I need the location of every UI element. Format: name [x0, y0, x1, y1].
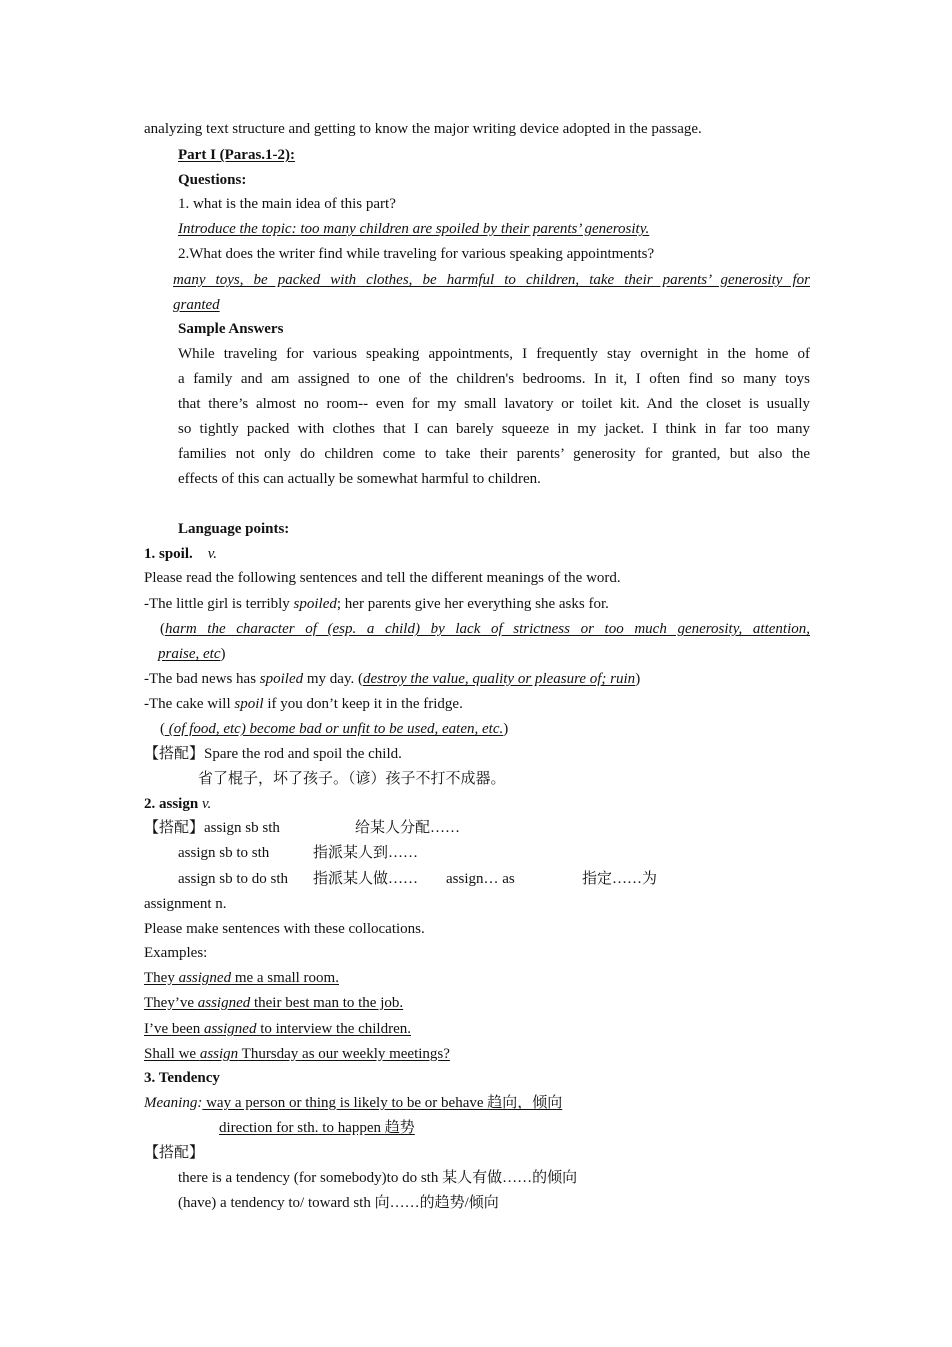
proverb: Spare the rod and spoil the child. — [204, 746, 402, 762]
sentence-text: -The cake will — [144, 696, 235, 712]
spoil-heading-line — [144, 544, 217, 564]
tendency-collocation-tag: 【搭配】 — [144, 1145, 205, 1161]
sentence-text: ; her parents give her everything she asks for. — [336, 596, 609, 612]
sample-line: a family and am assigned to one of the children's bedrooms. In it, I often find so many toys — [178, 371, 810, 387]
sample-line: so tightly packed with clothes that I can barely squeeze in my jacket. I think in far too many — [178, 421, 810, 437]
sample-line: While traveling for various speaking appointments, I frequently stay overnight in the home of — [178, 346, 810, 362]
spoil-sentence-1 — [144, 594, 609, 614]
collocation-tag: 【搭配】 — [144, 746, 205, 762]
example-text: I’ve been — [144, 1021, 204, 1037]
assignment-noun: assignment n. — [144, 896, 227, 912]
language-points-label: Language points: — [178, 521, 290, 537]
tendency-collocation-2: (have) a tendency to/ toward sth 向……的趋势/倾向 — [178, 1195, 499, 1211]
example-text: Shall we — [144, 1046, 200, 1062]
meaning-text: (of food, etc) become bad or unfit to be used, eaten, etc. — [165, 721, 504, 737]
meaning-text: harm the character of (esp. a child) by lack of strictness or too much generosity, attention, — [165, 621, 810, 637]
keyword: assigned — [178, 970, 232, 986]
sample-line: families not only do children come to take their parents’ generosity for granted, but also the — [178, 446, 810, 462]
paren: ) — [220, 646, 226, 662]
sentence-text: -The little girl is terribly — [144, 596, 294, 612]
examples-label: Examples: — [144, 945, 208, 961]
spoil-sentence-2 — [144, 669, 640, 689]
assign-instruction: Please make sentences with these collocations. — [144, 921, 425, 937]
tendency-meaning-2: direction for sth. to happen 趋势 — [219, 1120, 415, 1136]
collocation-en: assign sb sth — [204, 820, 280, 836]
paren: ( — [160, 721, 165, 737]
assign-collocation-2: assign sb to sth — [178, 845, 270, 861]
assign-pos: v. — [201, 796, 212, 812]
assign-collocation-3-cn: 指派某人做…… — [313, 871, 419, 887]
question-1: 1. what is the main idea of this part? — [178, 196, 396, 212]
meaning-text: praise, etc — [158, 646, 221, 662]
assign-collocation-4: assign… as — [446, 871, 515, 887]
example-3 — [144, 1019, 411, 1039]
tendency-heading: 3. Tendency — [144, 1070, 220, 1086]
paren: ( — [160, 621, 165, 637]
spoil-meaning-3 — [160, 719, 508, 739]
example-2 — [144, 993, 403, 1013]
spoil-pos: v. — [207, 546, 218, 562]
example-text: to interview the children. — [256, 1021, 412, 1037]
meaning-text: destroy the value, quality or pleasure of; ruin — [363, 671, 636, 687]
assign-heading-line — [144, 794, 211, 814]
tendency-collocation-1: there is a tendency (for somebody)to do sth 某人有做……的倾向 — [178, 1170, 578, 1186]
question-2: 2.What does the writer find while traveling for various speaking appointments? — [178, 246, 655, 262]
paren: ) — [635, 671, 641, 687]
part1-heading: Part I (Paras.1-2): — [178, 147, 296, 163]
collocation-tag: 【搭配】 — [144, 820, 205, 836]
answer-2-line-1: many toys, be packed with clothes, be harmful to children, take their parents’ generosity for — [173, 272, 810, 288]
example-text: me a small room. — [231, 970, 339, 986]
example-4 — [144, 1044, 450, 1064]
sample-answers-label: Sample Answers — [178, 321, 284, 337]
assign-collocation-4-cn: 指定……为 — [582, 871, 658, 887]
spoil-meaning-1-line-1 — [160, 619, 810, 639]
assign-collocation-3: assign sb to do sth — [178, 871, 289, 887]
example-text: They — [144, 970, 179, 986]
intro-line: analyzing text structure and getting to know the major writing device adopted in the passage. — [144, 121, 702, 137]
sentence-text: -The bad news has — [144, 671, 260, 687]
spoil-heading: 1. spoil. — [144, 546, 193, 562]
keyword: assigned — [203, 1021, 257, 1037]
sample-line: that there’s almost no room-- even for my small lavatory or toilet kit. And the closet is usually — [178, 396, 810, 412]
spoil-instruction: Please read the following sentences and tell the different meanings of the word. — [144, 570, 621, 586]
meaning-text: way a person or thing is likely to be or behave 趋向，倾向 — [202, 1095, 563, 1111]
sentence-text: my day. ( — [303, 671, 363, 687]
meaning-label: Meaning: — [144, 1095, 203, 1111]
keyword: assign — [199, 1046, 239, 1062]
assign-collocation-2-cn: 指派某人到…… — [313, 845, 419, 861]
keyword: spoiled — [259, 671, 304, 687]
sentence-text: if you don’t keep it in the fridge. — [263, 696, 463, 712]
answer-2-line-2: granted — [173, 297, 220, 313]
spoil-collocation — [144, 744, 402, 764]
sample-line: effects of this can actually be somewhat harmful to children. — [178, 471, 541, 487]
keyword: assigned — [197, 995, 251, 1011]
assign-heading: 2. assign — [144, 796, 199, 812]
spoil-sentence-3 — [144, 694, 463, 714]
example-1 — [144, 968, 339, 988]
example-text: Thursday as our weekly meetings? — [238, 1046, 450, 1062]
paren: ) — [503, 721, 509, 737]
proverb-chinese: 省了棍子，坏了孩子。（谚）孩子不打不成器。 — [198, 771, 506, 787]
keyword: spoil — [234, 696, 264, 712]
keyword: spoiled — [293, 596, 337, 612]
example-text: They’ve — [144, 995, 198, 1011]
spoil-meaning-1-line-2 — [158, 644, 225, 664]
answer-1: Introduce the topic: too many children are spoiled by their parents’ generosity. — [178, 221, 650, 237]
questions-label: Questions: — [178, 172, 247, 188]
assign-collocation-1-cn: 给某人分配…… — [355, 820, 461, 836]
assign-collocation-1 — [144, 818, 280, 838]
example-text: their best man to the job. — [250, 995, 404, 1011]
tendency-meaning-1 — [144, 1093, 562, 1113]
